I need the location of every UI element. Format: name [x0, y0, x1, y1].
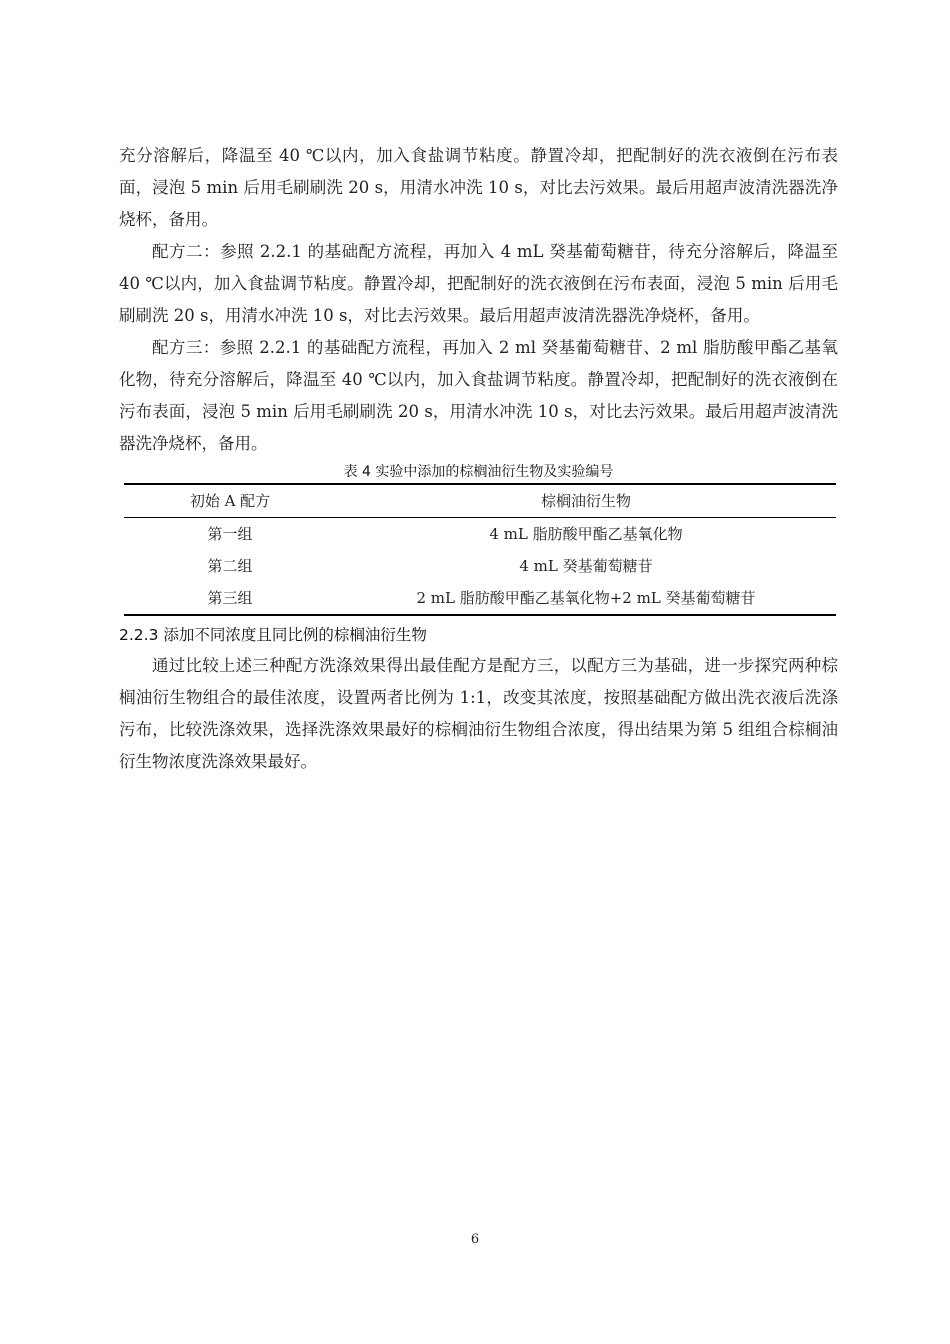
cell-derivative: 4 mL 脂肪酸甲酯乙基氧化物	[489, 525, 683, 543]
column-header-formula: 初始 A 配方	[124, 484, 336, 518]
paragraph-formula-one-end: 充分溶解后，降温至 40 ℃以内，加入食盐调节粘度。静置冷却，把配制好的洗衣液倒在污布表面，浸泡 5 min 后用毛刷刷洗 20 s，用清水冲洗 10 s，对比去污效果。最后用超声波清洗器洗净烧杯，备用。	[119, 146, 838, 229]
cell-derivative: 4 mL 癸基葡萄糖苷	[519, 557, 653, 575]
table-header-row	[124, 484, 836, 518]
cell-group: 第二组	[207, 557, 253, 575]
section-body-paragraph: 通过比较上述三种配方洗涤效果得出最佳配方是配方三，以配方三为基础，进一步探究两种棕榈油衍生物组合的最佳浓度，设置两者比例为 1:1，改变其浓度，按照基础配方做出洗衣液后洗涤污布，比较洗涤效果，选择洗涤效果最好的棕榈油衍生物组合浓度，得出结果为第 5 组组合棕榈油衍生物浓度洗涤效果最好。	[119, 656, 838, 771]
table-row	[124, 550, 836, 582]
column-header-derivative: 棕榈油衍生物	[336, 484, 836, 518]
cell-group: 第三组	[207, 589, 253, 607]
table-row	[124, 582, 836, 615]
paragraph-formula-two: 配方二：参照 2.2.1 的基础配方流程，再加入 4 mL 癸基葡萄糖苷，待充分溶解后，降温至 40 ℃以内，加入食盐调节粘度。静置冷却，把配制好的洗衣液倒在污布表面，浸泡 5 min 后用毛刷刷洗 20 s，用清水冲洗 10 s，对比去污效果。最后用超声波清洗器洗净烧杯，备用。	[119, 242, 838, 325]
page-number: 6	[470, 1232, 480, 1247]
table-caption: 表 4 实验中添加的棕榈油衍生物及实验编号	[343, 464, 614, 480]
page-content	[119, 140, 838, 778]
table-row	[124, 518, 836, 551]
derivatives-table	[124, 483, 836, 616]
paragraph-formula-three: 配方三：参照 2.2.1 的基础配方流程，再加入 2 ml 癸基葡萄糖苷、2 ml 脂肪酸甲酯乙基氧化物，待充分溶解后，降温至 40 ℃以内，加入食盐调节粘度。静置冷却，把配制好的洗衣液倒在污布表面，浸泡 5 min 后用毛刷刷洗 20 s，用清水冲洗 10 s，对比去污效果。最后用超声波清洗器洗净烧杯，备用。	[119, 338, 838, 453]
section-heading: 2.2.3 添加不同浓度且同比例的棕榈油衍生物	[119, 626, 427, 644]
cell-derivative: 2 mL 脂肪酸甲酯乙基氧化物+2 mL 癸基葡萄糖苷	[416, 589, 756, 607]
cell-group: 第一组	[207, 525, 253, 543]
